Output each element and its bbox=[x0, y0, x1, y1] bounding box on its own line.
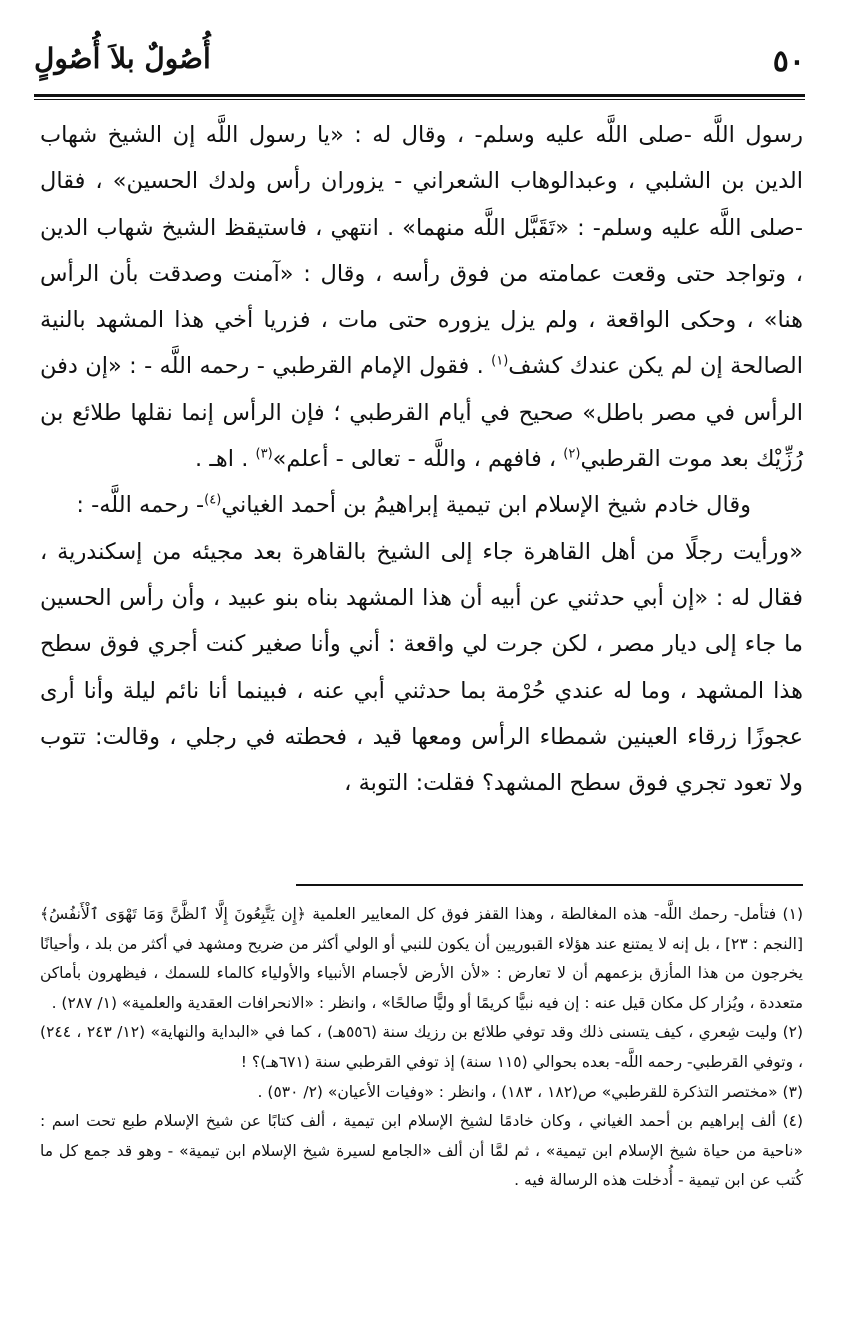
paragraph-2-part-b: - رحمه اللَّه- : bbox=[76, 492, 205, 519]
paragraph-1-part-b: . فقول الإمام القرطبي - رحمه اللَّه - : «إن دفن الرأس في مصر باطل» صحيح في أيام القرطبي ؛ فإن الرأس إنما نقلها طلائع بن رُزِّيْك بعد موت القرطبي bbox=[40, 353, 803, 473]
footnotes bbox=[40, 900, 803, 1196]
paragraph-1-part-d: . اهـ . bbox=[195, 446, 249, 473]
running-header bbox=[34, 38, 805, 90]
page-number: ٥٠ bbox=[772, 44, 805, 79]
footnote-ref-3: (٣) bbox=[255, 446, 273, 462]
footnote-4: (٤) ألف إبراهيم بن أحمد الغياني ، وكان خادمًا لشيخ الإسلام ابن تيمية ، ألف كتابًا عن شيخ الإسلام طبع تحت اسم : «ناحية من حياة شيخ الإسلام ابن تيمية» ، ثم لمَّا أن ألف «الجامع لسيرة شيخ الإسلام ابن تيمية» - وهو قد جمع كل ما كُتب عن ابن تيمية - أُدخلت هذه الرسالة فيه . bbox=[40, 1112, 803, 1190]
footnote-ref-4: (٤) bbox=[204, 492, 222, 508]
paragraph-2-part-a: وقال خادم شيخ الإسلام ابن تيمية إبراهيمُ بن أحمد الغياني bbox=[221, 492, 751, 519]
main-text bbox=[40, 112, 803, 806]
footnote-ref-2: (٢) bbox=[563, 446, 581, 462]
book-title: أُصُولٌ بلاَ أُصُولٍ bbox=[34, 42, 211, 75]
footnote-separator bbox=[296, 884, 803, 886]
footnote-2: (٢) وليت شِعري ، كيف يتسنى ذلك وقد توفي طلائع بن رزيك سنة (٥٥٦هـ) ، كما في «البداية والنهاية» (١٢/ ٢٤٣ ، ٢٤٤) ، وتوفي القرطبي- رحمه اللَّه- بعده بحوالي (١١٥ سنة) إذ توفي القرطبي سنة (٦٧١هـ)؟ ! bbox=[40, 1023, 804, 1071]
footnote-1: (١) فتأمل- رحمك اللَّه- هذه المغالطة ، وهذا القفز فوق كل المعايير العلمية ﴿إِن يَتَّبِعُونَ إِلَّا ٱلظَّنَّ وَمَا تَهْوَى ٱلْأَنفُسُ﴾ [النجم : ٢٣] ، بل إنه لا يمتنع عند هؤلاء القبوريين أن يكون للنبي أو الولي أكثر من ضريح ومشهد في أكثر من بلد ، وأحيانًا يخرجون من هذا المأزق بزعمهم أن لا تعارض : «لأن الأرض لأجسام الأنبياء والأولياء كالماء للسمك ، فيظهرون بأماكن متعددة ، ويُزار كل مكان قيل عنه : إن فيه نبيًّا كريمًا أو وليًّا صالحًا» ، وانظر : «الانحرافات العقدية والعلمية» (١/ ٢٨٧) . bbox=[40, 905, 803, 1012]
paragraph-2 bbox=[40, 482, 803, 528]
paragraph-1-part-a: رسول اللَّه -صلى اللَّه عليه وسلم- ، وقال له : «يا رسول اللَّه إن الشيخ شهاب الدين بن الشلبي ، وعبدالوهاب الشعراني - يزوران رأس ولدك الحسين» ، فقال -صلى اللَّه عليه وسلم- : «تَقَبَّل اللَّه منهما» . انتهي ، فاستيقظ الشيخ شهاب الدين ، وتواجد حتى وقعت عمامته من فوق رأسه ، وقال : «آمنت وصدقت بأن الرأس هنا» ، وحكى الواقعة ، ولم يزل يزوره حتى مات ، فزريا أخي هذا المشهد بالنية الصالحة إن لم يكن عندك كشف bbox=[40, 122, 803, 380]
footnote-ref-1: (١) bbox=[491, 353, 509, 369]
paragraph-3: «ورأيت رجلًا من أهل القاهرة جاء إلى الشيخ بالقاهرة بعد مجيئه من إسكندرية ، فقال له : «إن أبي حدثني عن أبيه أن هذا المشهد بناه بنو عبيد ، وأن رأس الحسين ما جاء إلى ديار مصر ، لكن جرت لي واقعة : أني وأنا صغير كنت أجري فوق سطح هذا المشهد ، وما له عندي حُرْمة بما حدثني أبي عنه ، فبينما أنا نائم ليلة وأنا أرى عجوزًا زرقاء العينين شمطاء الرأس ومعها قيد ، فحطته في رجلي ، وقالت: تتوب ولا تعود تجري فوق سطح المشهد؟ فقلت: التوبة ، bbox=[40, 538, 803, 797]
paragraph-1 bbox=[40, 112, 803, 482]
paragraph-1-part-c: ، فافهم ، واللَّه - تعالى - أعلم» bbox=[272, 446, 557, 473]
header-rule-thick bbox=[34, 94, 805, 97]
header-rule-thin bbox=[34, 99, 805, 100]
footnote-3: (٣) «مختصر التذكرة للقرطبي» ص(١٨٢ ، ١٨٣) ، وانظر : «وفيات الأعيان» (٢/ ٥٣٠) . bbox=[257, 1082, 803, 1101]
